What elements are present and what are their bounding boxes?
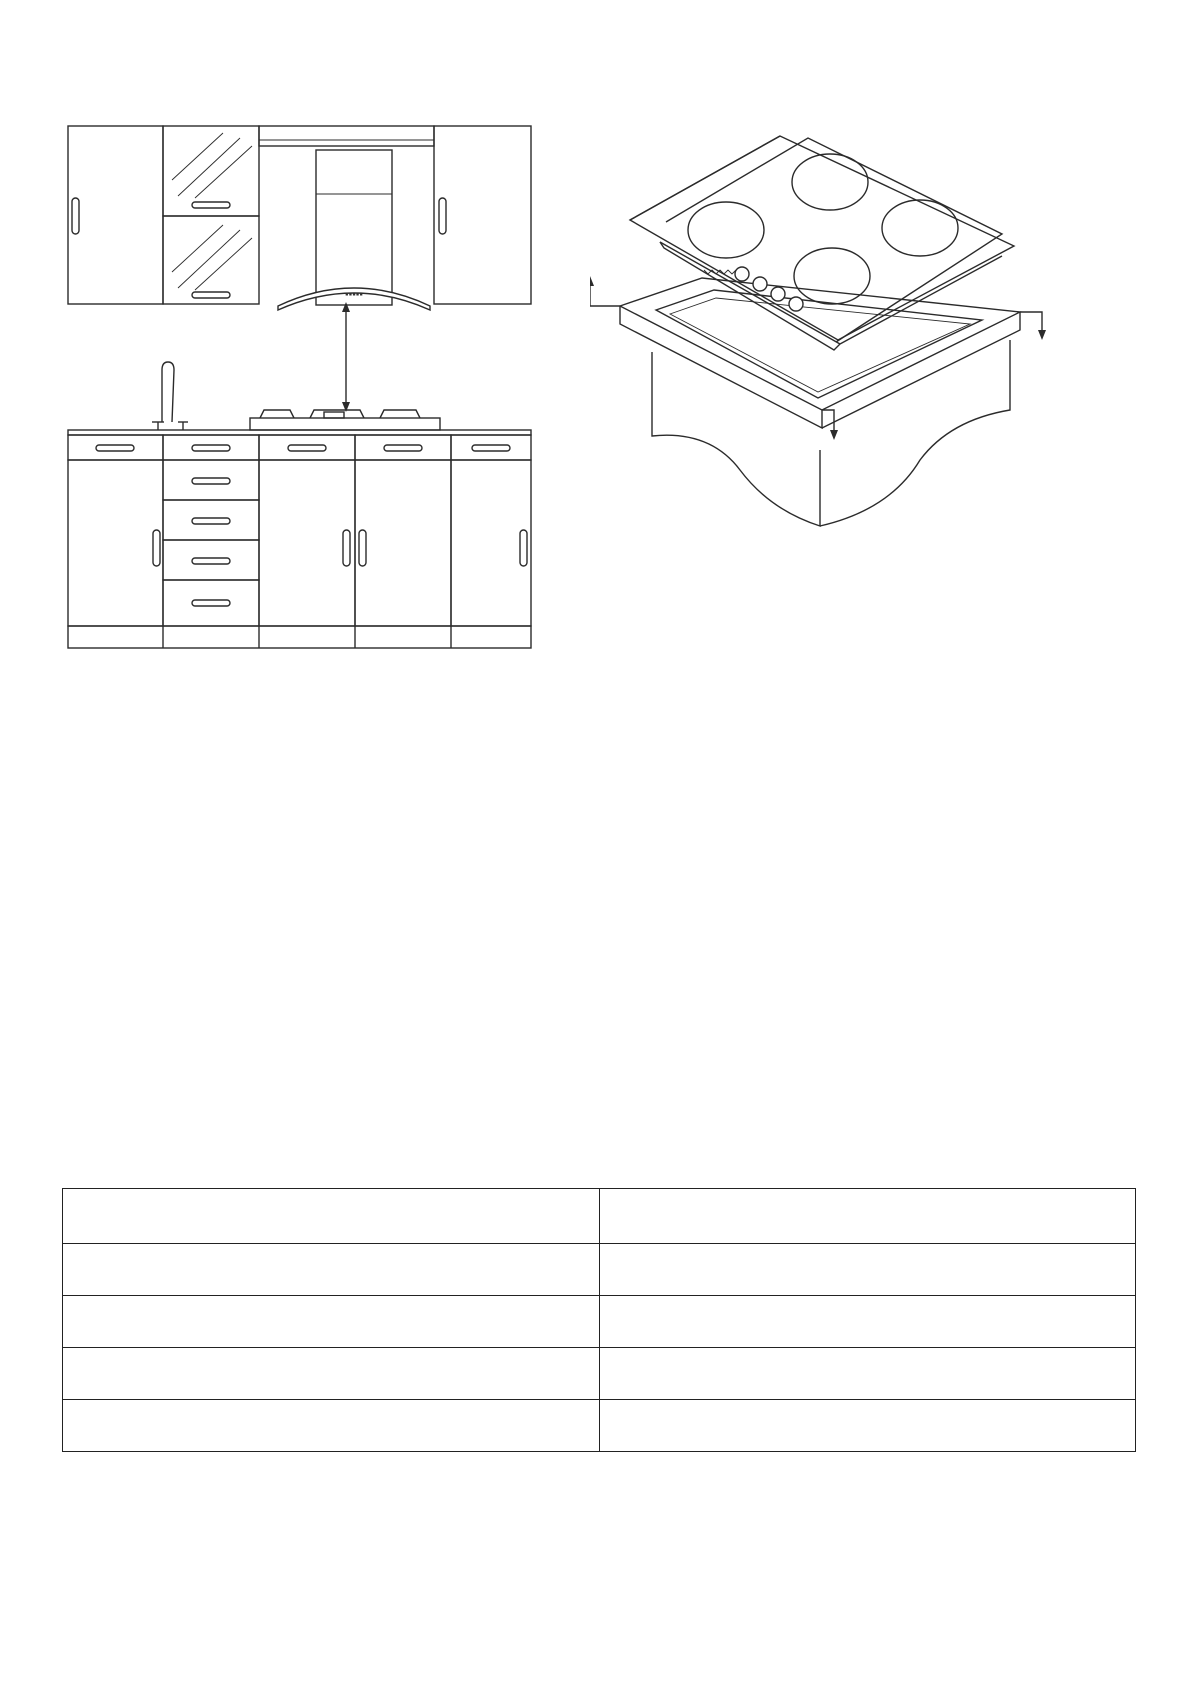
kitchen-elevation-diagram bbox=[60, 110, 560, 650]
table-row bbox=[63, 1189, 1136, 1244]
table-cell bbox=[63, 1400, 600, 1452]
cooker-hood bbox=[278, 150, 430, 310]
hob-panel bbox=[630, 136, 1014, 350]
table-cell bbox=[63, 1244, 600, 1296]
table-cell bbox=[599, 1296, 1136, 1348]
table-cell bbox=[63, 1296, 600, 1348]
svg-text:▪▪▪▪▪: ▪▪▪▪▪ bbox=[344, 291, 364, 298]
table-row bbox=[63, 1244, 1136, 1296]
spec-table bbox=[62, 1188, 1136, 1452]
base-cabinets bbox=[68, 435, 531, 648]
gas-hob bbox=[250, 410, 440, 430]
table-row bbox=[63, 1296, 1136, 1348]
table-cell bbox=[599, 1244, 1136, 1296]
clearance-arrow bbox=[342, 302, 350, 412]
table-cell bbox=[63, 1348, 600, 1400]
wall-cabinets bbox=[68, 126, 531, 304]
table-cell bbox=[599, 1189, 1136, 1244]
table-row bbox=[63, 1348, 1136, 1400]
worktop-cabinet bbox=[620, 278, 1020, 526]
fixing-arrows bbox=[590, 276, 1046, 440]
table-cell bbox=[599, 1400, 1136, 1452]
sink-tap bbox=[152, 362, 188, 430]
hob-installation-diagram bbox=[590, 130, 1070, 540]
table-cell bbox=[599, 1348, 1136, 1400]
table-cell bbox=[63, 1189, 600, 1244]
table-row bbox=[63, 1400, 1136, 1452]
